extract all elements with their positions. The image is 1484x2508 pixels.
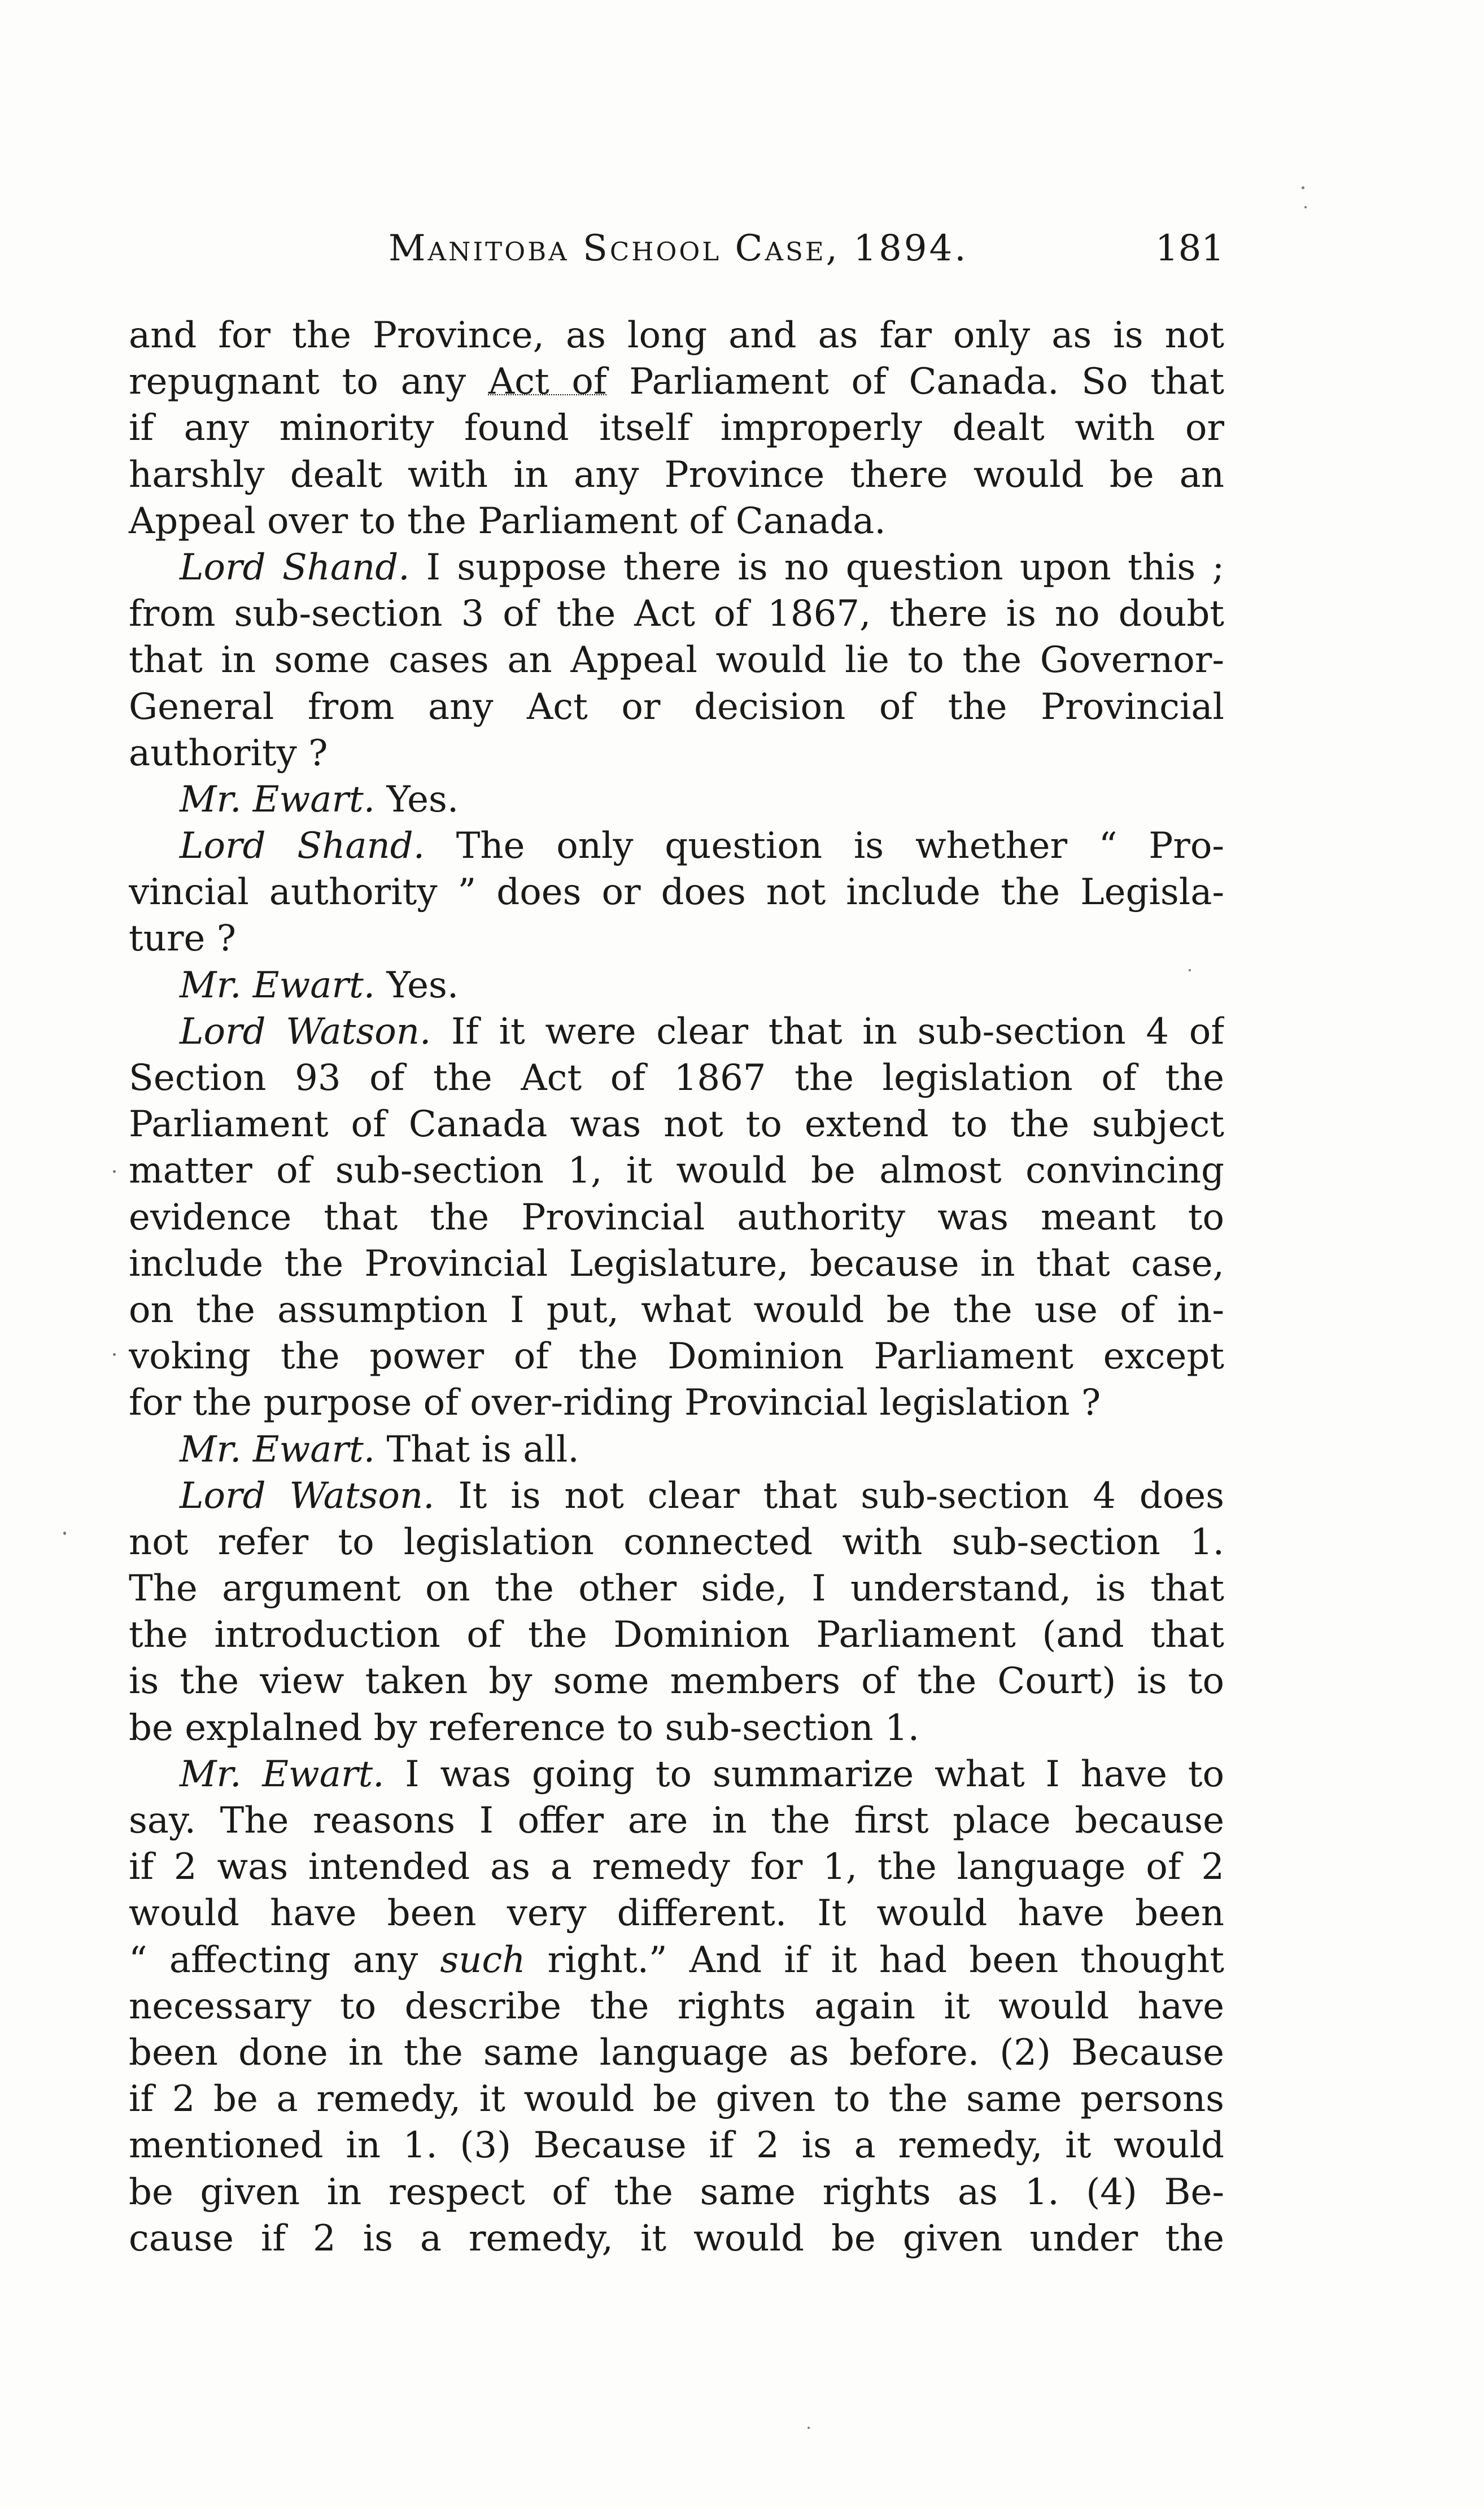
line-text: If it were clear that in sub-section 4 of (431, 1010, 1224, 1053)
print-speck (808, 2427, 810, 2429)
page-number: 181 (1155, 228, 1224, 269)
dialogue-line (129, 1009, 1224, 1055)
line-text: Appeal over to the Parliament of Canada. (129, 500, 886, 542)
text-line (129, 1798, 1224, 1844)
line-text: matter of sub-section 1, it would be almost convincing (129, 1150, 1224, 1192)
line-text: ture ? (129, 918, 237, 960)
print-speck (63, 1532, 66, 1535)
text-line (129, 1937, 1224, 1983)
line-text: The only question is whether “ Pro- (425, 825, 1224, 867)
line-text: be explalned by reference to sub-section 1. (129, 1707, 920, 1749)
text-line (129, 1148, 1224, 1194)
dialogue-line (129, 1751, 1224, 1798)
line-text: voking the power of the Dominion Parliament except (129, 1336, 1224, 1378)
print-speck (1302, 186, 1304, 189)
text-line (129, 684, 1224, 730)
speaker-name: Lord Shand. (180, 546, 410, 588)
line-text: if 2 was intended as a remedy for 1, the language of 2 (129, 1846, 1224, 1888)
speaker-name: Lord Watson. (180, 1010, 431, 1053)
print-speck (1189, 969, 1191, 971)
text-line (129, 1101, 1224, 1148)
dialogue-line (129, 823, 1224, 869)
line-text: harshly dealt with in any Province there would be an (129, 453, 1224, 496)
text-line (129, 498, 1224, 544)
line-text: say. The reasons I offer are in the first place because (129, 1800, 1224, 1842)
italic-word: such (440, 1939, 526, 1981)
line-text-pre: “ affecting any (129, 1939, 440, 1981)
text-line (129, 637, 1224, 683)
line-text: not refer to legislation connected with sub-section 1. (129, 1521, 1224, 1563)
speaker-name: Mr. Ewart. (180, 964, 376, 1006)
line-text: authority ? (129, 732, 328, 774)
line-text: Parliament of Canada was not to extend to the subject (129, 1103, 1224, 1146)
text-line (129, 359, 1224, 405)
text-line (129, 869, 1224, 915)
line-text-post: right.” And if it had been thought (525, 1939, 1224, 1981)
line-text: on the assumption I put, what would be the use of in- (129, 1289, 1224, 1331)
line-text: be given in respect of the same rights as 1. (4) Be- (129, 2171, 1224, 2213)
line-text: The argument on the other side, I understand, is that (129, 1568, 1224, 1610)
line-text: evidence that the Provincial authority was meant to (129, 1196, 1224, 1238)
underlined-phrase: Act of (488, 361, 607, 403)
line-text: the introduction of the Dominion Parliament (and that (129, 1614, 1224, 1656)
print-speck (113, 1170, 116, 1173)
line-text: Yes. (375, 964, 459, 1006)
text-line (129, 1705, 1224, 1751)
print-speck (1304, 206, 1307, 208)
line-text: cause if 2 is a remedy, it would be given under the (129, 2217, 1224, 2260)
text-line (129, 1194, 1224, 1241)
text-line (129, 1241, 1224, 1287)
line-text: been done in the same language as before. (2) Because (129, 2031, 1224, 2074)
speaker-name: Lord Watson. (180, 1475, 435, 1517)
text-line (129, 915, 1224, 962)
line-text: Yes. (375, 778, 459, 821)
text-line (129, 1658, 1224, 1704)
dialogue-line (129, 1427, 1224, 1473)
line-text: and for the Province, as long and as far only as is not (129, 315, 1224, 356)
line-text: if any minority found itself improperly dealt with or (129, 407, 1224, 450)
line-text: That is all. (375, 1428, 579, 1471)
text-line (129, 1844, 1224, 1890)
line-text: from sub-section 3 of the Act of 1867, there is no doubt (129, 593, 1224, 635)
text-line (129, 2215, 1224, 2262)
line-text-pre: repugnant to any (129, 361, 488, 403)
text-line (129, 1890, 1224, 1936)
text-line (129, 1983, 1224, 2030)
text-line (129, 1380, 1224, 1426)
line-text: necessary to describe the rights again it would have (129, 1985, 1224, 2027)
speaker-name: Lord Shand. (180, 825, 425, 867)
text-line (129, 2030, 1224, 2076)
text-line (129, 1565, 1224, 1612)
dialogue-line (129, 777, 1224, 823)
text-line (129, 405, 1224, 451)
body-text (129, 312, 1224, 2262)
speaker-name: Mr. Ewart. (180, 1753, 385, 1795)
text-line (129, 730, 1224, 777)
text-line (129, 1612, 1224, 1658)
dialogue-line (129, 1473, 1224, 1519)
line-text: is the view taken by some members of the Court) is to (129, 1660, 1224, 1703)
text-line (129, 312, 1224, 359)
line-text: vincial authority ” does or does not include the Legisla- (129, 871, 1224, 914)
text-line (129, 591, 1224, 637)
line-text: would have been very different. It would have been (129, 1892, 1224, 1935)
line-text: I suppose there is no question upon this ; (409, 546, 1224, 588)
text-line (129, 1519, 1224, 1565)
dialogue-line (129, 962, 1224, 1009)
line-text: It is not clear that sub-section 4 does (434, 1475, 1224, 1517)
text-line (129, 2076, 1224, 2122)
line-text: mentioned in 1. (3) Because if 2 is a remedy, it would (129, 2125, 1224, 2167)
line-text: if 2 be a remedy, it would be given to the same persons (129, 2078, 1224, 2121)
running-head (129, 223, 1224, 274)
line-text: Section 93 of the Act of 1867 the legislation of the (129, 1057, 1224, 1099)
line-text-post: Parliament of Canada. So that (606, 361, 1224, 403)
text-line (129, 2122, 1224, 2169)
text-line (129, 452, 1224, 498)
text-line (129, 1333, 1224, 1380)
speaker-name: Mr. Ewart. (180, 1428, 376, 1471)
print-speck (113, 1353, 116, 1356)
running-title: Manitoba School Case, 1894. (389, 228, 968, 269)
line-text: General from any Act or decision of the Provincial (129, 686, 1224, 728)
text-line (129, 2169, 1224, 2215)
speaker-name: Mr. Ewart. (180, 778, 376, 821)
line-text: that in some cases an Appeal would lie to the Governor- (129, 639, 1224, 682)
text-line (129, 1055, 1224, 1101)
line-text: include the Provincial Legislature, because in that case, (129, 1242, 1224, 1285)
text-line (129, 1287, 1224, 1333)
line-text: I was going to summarize what I have to (384, 1753, 1224, 1795)
line-text: for the purpose of over-riding Provincial legislation ? (129, 1382, 1101, 1424)
dialogue-line (129, 544, 1224, 591)
